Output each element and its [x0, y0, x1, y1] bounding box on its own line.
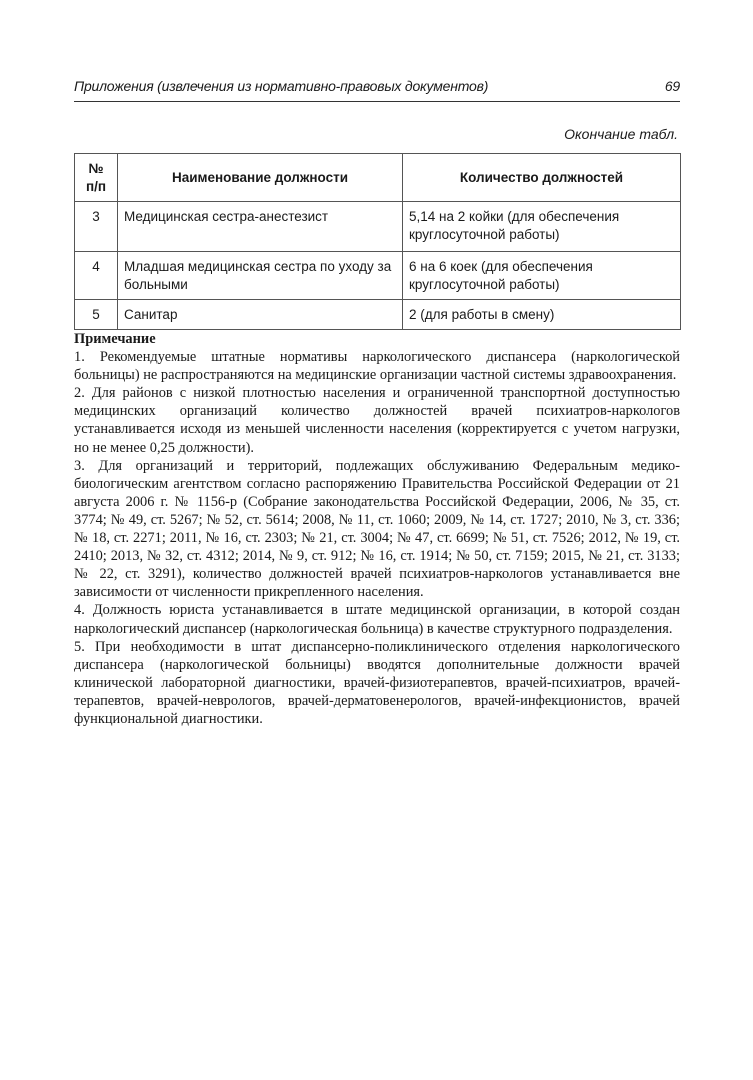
header-rule	[74, 101, 680, 102]
note-item-4: 4. Должность юриста устанавливается в штате медицинской организации, в которой создан наркологический диспансер (наркологическая больница) в качестве структурного подразделения.	[74, 602, 680, 637]
notes-heading: Примечание	[74, 331, 156, 347]
note-item-1: 1. Рекомендуемые штатные нормативы наркологического диспансера (наркологической больницы) не распространяются на медицинские организации частной системы здравоохранения.	[74, 349, 680, 384]
running-header	[74, 78, 680, 94]
row-number: 4	[75, 252, 118, 300]
position-count: 5,14 на 2 койки (для обеспечения круглосуточной работы)	[403, 202, 681, 252]
position-count: 2 (для работы в смену)	[403, 300, 681, 330]
column-header-number: № п/п	[75, 154, 118, 202]
table-header-row	[75, 154, 681, 202]
running-header-title: Приложения (извлечения из нормативно-правовых документов)	[74, 78, 489, 94]
note-item-3: 3. Для организаций и территорий, подлежащих обслуживанию Федеральным медико-биологическим агентством согласно распоряжению Правительства Российской Федерации от 21 августа 2006 г. № 1156-р (Собрание законодательства Российской Федерации, 2006, № 35, ст. 3774; № 49, ст. 5267; № 52, ст. 5614; 2008, № 11, ст. 1060; 2009, № 14, ст. 1727; 2010, № 3, ст. 336; № 18, ст. 2271; 2011, № 16, ст. 2303; № 21, ст. 3004; № 47, ст. 6699; № 51, ст. 7526; 2012, № 19, ст. 2410; 2013, № 32, ст. 4312; 2014, № 9, ст. 912; № 16, ст. 1914; № 50, ст. 7159; 2015, № 21, ст. 3133; № 22, ст. 3291), количество должностей врачей психиатров-наркологов устанавливается вне зависимости от численности прикрепленного населения.	[74, 457, 680, 601]
column-header-position: Наименование должности	[118, 154, 403, 202]
column-header-count: Количество должностей	[403, 154, 681, 202]
position-name: Медицинская сестра-анестезист	[118, 202, 403, 252]
page-number: 69	[664, 78, 680, 94]
position-count: 6 на 6 коек (для обеспечения круглосуточной работы)	[403, 252, 681, 300]
table-row	[75, 202, 681, 252]
position-name: Санитар	[118, 300, 403, 330]
row-number: 3	[75, 202, 118, 252]
row-number: 5	[75, 300, 118, 330]
note-item-2: 2. Для районов с низкой плотностью населения и ограниченной транспортной доступностью медицинских организаций количество должностей врачей психиатров-наркологов устанавливается исходя из меньшей численности населения (корректируется с учетом нагрузки, но не менее 0,25 должности).	[74, 385, 680, 456]
position-name: Младшая медицинская сестра по уходу за больными	[118, 252, 403, 300]
staffing-table	[74, 153, 681, 330]
table-continuation-caption: Окончание табл.	[564, 126, 678, 142]
notes-section	[74, 330, 680, 728]
table-row	[75, 252, 681, 300]
note-item-5: 5. При необходимости в штат диспансерно-поликлинического отделения наркологического диспансера (наркологической больницы) вводятся дополнительные должности врачей клинической лабораторной диагностики, врачей-физиотерапевтов, врачей-психиатров, врачей-терапевтов, врачей-неврологов, врачей-дерматовенерологов, врачей-инфекционистов, врачей функциональной диагностики.	[74, 638, 680, 727]
table-row	[75, 300, 681, 330]
